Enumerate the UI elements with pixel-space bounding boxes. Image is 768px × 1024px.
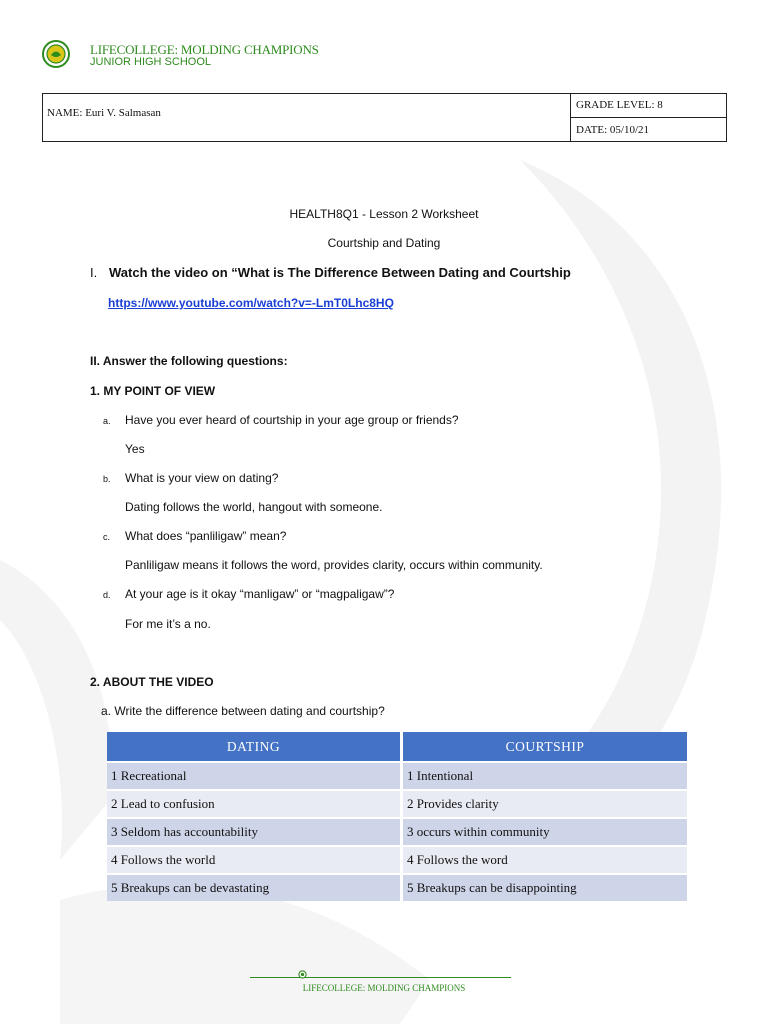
answer-text: Yes [125,442,145,456]
school-seal-icon [42,40,70,68]
table-cell: 4 Follows the word [403,845,687,873]
table-cell: 1 Intentional [403,761,687,789]
footer-text: LIFECOLLEGE: MOLDING CHAMPIONS [302,983,466,993]
footer-seal-icon [298,970,307,979]
question-letter: a. [103,416,111,426]
school-brand [90,43,319,68]
answer-text: For me it’s a no. [125,617,211,631]
answer-text: Panliligaw means it follows the word, provides clarity, occurs within community. [125,558,543,572]
question-letter: c. [103,532,111,542]
question-text: Have you ever heard of courtship in your age group or friends? [125,413,459,427]
section-1-number: I. [90,265,98,280]
student-name: NAME: Euri V. Salmasan [47,107,161,119]
table-cell: 1 Recreational [107,761,400,789]
table-cell: 4 Follows the world [107,845,400,873]
table-cell: 3 occurs within community [403,817,687,845]
table-cell: 5 Breakups can be devastating [107,873,400,901]
column-header-courtship: COURTSHIP [403,732,687,761]
question-text: What does “panliligaw” mean? [125,529,287,543]
student-info-table [42,93,727,142]
table-cell: 5 Breakups can be disappointing [403,873,687,901]
brand-subtitle: JUNIOR HIGH SCHOOL [90,56,212,68]
table-cell: 3 Seldom has accountability [107,817,400,845]
table-header-row [107,732,687,761]
question-letter: b. [103,474,111,484]
table-row [107,761,687,789]
section-1-instruction: Watch the video on “What is The Difference Between Dating and Courtship [109,265,571,280]
column-header-dating: DATING [107,732,400,761]
grade-level: GRADE LEVEL: 8 [576,99,663,111]
brand-title: LIFECOLLEGE: MOLDING CHAMPIONS [90,42,319,57]
footer-rule [250,977,511,978]
table-cell: 2 Provides clarity [403,789,687,817]
question-letter: d. [103,590,111,600]
dating-courtship-table [104,732,690,901]
divider [570,117,726,118]
question-2-heading: 2. ABOUT THE VIDEO [90,675,214,689]
worksheet-title: HEALTH8Q1 - Lesson 2 Worksheet [289,207,479,221]
table-row [107,789,687,817]
table-row [107,873,687,901]
question-1-heading: 1. MY POINT OF VIEW [90,384,216,398]
answer-text: Dating follows the world, hangout with someone. [125,500,383,514]
table-row [107,845,687,873]
table-row [107,817,687,845]
worksheet-subtitle: Courtship and Dating [327,236,441,250]
date: DATE: 05/10/21 [576,124,650,136]
question-text: At your age is it okay “manligaw” or “magpaligaw”? [125,587,395,601]
section-2-heading: II. Answer the following questions: [90,354,288,368]
question-2a-text: a. Write the difference between dating and courtship? [101,704,385,718]
table-cell: 2 Lead to confusion [107,789,400,817]
question-text: What is your view on dating? [125,471,279,485]
video-link[interactable]: https://www.youtube.com/watch?v=-LmT0Lhc8HQ [108,296,394,310]
